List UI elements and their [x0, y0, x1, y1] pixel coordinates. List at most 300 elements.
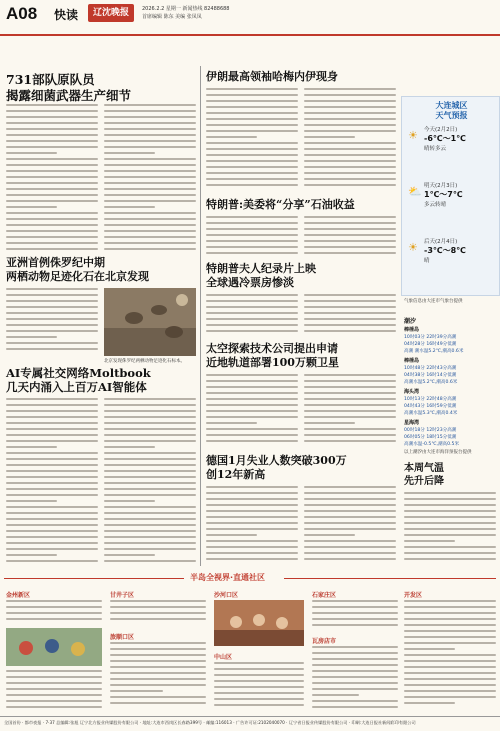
community-band — [0, 572, 500, 586]
text-line — [6, 410, 98, 412]
text-line — [6, 618, 102, 620]
text-line — [6, 116, 98, 118]
text-line — [104, 476, 196, 478]
text-line — [6, 422, 98, 424]
mini-head-7: 瓦房店市 — [312, 638, 337, 645]
text-line — [104, 404, 196, 406]
article-germany-body-col2 — [304, 486, 396, 566]
text-line — [206, 166, 298, 168]
article-documentary-body-col2 — [304, 294, 396, 336]
text-line — [404, 552, 496, 554]
text-line — [304, 558, 396, 560]
text-line — [206, 216, 298, 218]
tide-line: 10时03分 22时39分高潮 — [404, 335, 457, 340]
sun-icon: ☀ — [408, 241, 418, 254]
footprint-photo — [104, 288, 196, 356]
weather-day-3-temp: -3℃～8℃ — [424, 246, 466, 255]
text-line — [206, 294, 298, 296]
article-spacex-body-col2 — [304, 374, 396, 448]
footprint-caption: 北京发现侏罗纪两栖动物足迹化石标本。 — [104, 359, 185, 364]
article-spacex-title-2: 近地轨道部署100万颗卫星 — [206, 356, 339, 369]
text-line — [404, 684, 496, 686]
text-line — [404, 648, 455, 650]
text-line — [104, 434, 196, 436]
text-line — [6, 398, 98, 400]
text-line — [6, 206, 57, 208]
text-line — [404, 624, 496, 626]
text-line — [104, 416, 196, 418]
mini-head-3: 沙河口区 — [214, 592, 239, 599]
text-line — [312, 688, 398, 690]
mini-body-7 — [312, 646, 398, 712]
text-line — [304, 546, 396, 548]
text-line — [6, 224, 98, 226]
text-line — [304, 172, 396, 174]
text-line — [104, 518, 196, 520]
text-line — [206, 486, 298, 488]
text-line — [206, 374, 298, 376]
sun-icon: ☀ — [408, 129, 418, 142]
band-rule-left — [4, 578, 184, 579]
text-line — [312, 600, 398, 602]
text-line — [6, 416, 98, 418]
text-line — [206, 312, 298, 314]
text-line — [6, 104, 98, 106]
cloud-sun-icon: ⛅ — [408, 185, 422, 198]
text-line — [214, 680, 304, 682]
text-line — [6, 110, 98, 112]
text-line — [104, 122, 196, 124]
text-line — [104, 512, 196, 514]
text-line — [304, 428, 396, 430]
article-oil — [206, 198, 396, 212]
article-footprint-body — [6, 288, 98, 358]
text-line — [104, 140, 196, 142]
text-line — [104, 488, 196, 490]
text-line — [304, 166, 396, 168]
text-line — [206, 528, 298, 530]
text-line — [404, 600, 496, 602]
text-line — [6, 348, 98, 350]
tide-line: 高潮水温-0.5℃,潮高0.5米 — [404, 442, 460, 447]
text-line — [104, 398, 196, 400]
text-line — [6, 330, 98, 332]
mini-head-1: 金州新区 — [6, 592, 31, 599]
text-line — [404, 654, 496, 656]
tide-line: 04时43分 16时59分低潮 — [404, 404, 457, 409]
page-header — [0, 0, 500, 36]
tide-line: 高潮水温5.2℃,潮高0.6米 — [404, 380, 458, 385]
text-line — [304, 392, 396, 394]
article-moltbook-title-1: AI专属社交网络Moltbook — [6, 366, 151, 380]
text-line — [6, 188, 98, 190]
text-line — [214, 686, 304, 688]
text-line — [6, 342, 98, 344]
mini-photo-1 — [6, 628, 102, 666]
text-line — [110, 696, 206, 698]
text-line — [206, 492, 298, 494]
weather-title — [402, 101, 500, 121]
mini-body-1 — [6, 600, 102, 624]
article-germany-body-col1 — [206, 486, 298, 566]
text-line — [104, 182, 196, 184]
text-line — [6, 200, 98, 202]
date-line: 2026.2.2 星期一 新闻热线 82488688 — [142, 6, 230, 12]
article-oil-body-col2 — [304, 216, 396, 260]
text-line — [312, 618, 398, 620]
text-line — [104, 236, 196, 238]
text-line — [6, 146, 98, 148]
text-line — [104, 494, 196, 496]
article-iran — [206, 70, 396, 84]
text-line — [312, 612, 398, 614]
community-band-title: 半岛全视界·直通社区 — [190, 573, 266, 582]
tide-place-1: 棒棰岛 — [404, 327, 420, 333]
text-line — [104, 200, 196, 202]
text-line — [304, 222, 396, 224]
text-line — [206, 380, 298, 382]
text-line — [312, 706, 398, 708]
page-footer: 全国首份 · 都市夜报 · 7·37 总编辑:张旭 辽宁北方报业传媒股份有限公司 · 地址:大连市西岗区长春路399号 · 邮编:116013 · 广告许可证:2102040070 · 辽宁省日报业传媒股份有限公司 · 印刷:大连日报社新闻彩印有限公司 — [0, 716, 500, 731]
mini-head-5: 中山区 — [214, 654, 233, 661]
weather-box — [401, 96, 500, 296]
weather-day-2 — [408, 181, 496, 229]
text-line — [206, 510, 298, 512]
text-line — [206, 306, 298, 308]
text-line — [206, 498, 298, 500]
text-line — [104, 146, 196, 148]
text-line — [304, 100, 396, 102]
text-line — [6, 518, 98, 520]
text-line — [404, 504, 496, 506]
tide-place-4: 星海湾 — [404, 420, 420, 426]
text-line — [6, 694, 102, 696]
text-line — [304, 148, 396, 150]
text-line — [110, 600, 206, 602]
text-line — [104, 110, 196, 112]
text-line — [104, 446, 155, 448]
text-line — [404, 612, 496, 614]
text-line — [206, 422, 257, 424]
text-line — [206, 88, 298, 90]
text-line — [404, 528, 496, 530]
text-line — [404, 558, 496, 560]
text-line — [312, 682, 398, 684]
text-line — [206, 552, 298, 554]
article-731-title-1: 731部队原队员 — [6, 72, 95, 87]
band-rule-right — [284, 578, 496, 579]
text-line — [104, 464, 196, 466]
text-line — [206, 534, 257, 536]
text-line — [404, 516, 496, 518]
text-line — [304, 504, 396, 506]
text-line — [206, 540, 298, 542]
text-line — [304, 312, 396, 314]
text-line — [206, 522, 298, 524]
text-line — [104, 188, 196, 190]
text-line — [104, 206, 155, 208]
text-line — [104, 542, 196, 544]
text-line — [104, 428, 196, 430]
week-temp-body — [404, 492, 496, 568]
text-line — [6, 494, 98, 496]
article-germany-title-2: 创12年新高 — [206, 468, 266, 481]
text-line — [6, 134, 98, 136]
text-line — [404, 666, 496, 668]
tide-line: 高潮 潮水温5.2℃,潮高0.6米 — [404, 349, 464, 354]
article-731-body-col1 — [6, 104, 98, 256]
text-line — [6, 158, 98, 160]
text-line — [304, 324, 396, 326]
text-line — [206, 416, 298, 418]
text-line — [206, 558, 298, 560]
text-line — [6, 434, 98, 436]
text-line — [6, 324, 98, 326]
text-line — [304, 398, 396, 400]
text-line — [104, 104, 196, 106]
text-line — [404, 510, 496, 512]
text-line — [206, 234, 298, 236]
article-spacex — [206, 342, 396, 370]
text-line — [206, 434, 298, 436]
footprint-photo-image — [104, 288, 196, 356]
text-line — [404, 636, 496, 638]
text-line — [6, 212, 98, 214]
text-line — [6, 440, 98, 442]
text-line — [304, 228, 396, 230]
text-line — [110, 606, 206, 608]
tide-place-2: 棒棰岛 — [404, 358, 420, 364]
article-moltbook-title-2: 几天内涌入上百万AI智能体 — [6, 380, 147, 394]
text-line — [304, 178, 396, 180]
text-line — [110, 684, 206, 686]
article-spacex-title-1: 太空探索技术公司提出申请 — [206, 342, 338, 355]
weather-day-1-date: 今天(2月2日) — [424, 127, 458, 133]
text-line — [104, 500, 155, 502]
text-line — [404, 522, 496, 524]
text-line — [206, 228, 298, 230]
text-line — [304, 94, 396, 96]
text-line — [6, 182, 98, 184]
text-line — [6, 482, 98, 484]
text-line — [6, 554, 57, 556]
text-line — [206, 324, 298, 326]
text-line — [110, 660, 206, 662]
text-line — [104, 530, 196, 532]
tide-line: 04时28分 16时49分低潮 — [404, 342, 457, 347]
text-line — [206, 516, 298, 518]
text-line — [110, 612, 206, 614]
article-731-title-2: 揭露细菌武器生产细节 — [6, 88, 132, 103]
text-line — [404, 642, 496, 644]
text-line — [6, 194, 98, 196]
text-line — [6, 318, 98, 320]
weather-day-1-desc: 晴转多云 — [424, 146, 447, 152]
text-line — [304, 234, 396, 236]
text-line — [6, 218, 98, 220]
tide-line: 04时38分 16时14分低潮 — [404, 373, 457, 378]
mini-body-1b — [6, 670, 102, 712]
masthead-info — [142, 5, 229, 21]
text-line — [304, 160, 396, 162]
text-line — [206, 100, 298, 102]
mini-photo-3-image — [214, 600, 304, 646]
text-line — [6, 506, 98, 508]
text-line — [304, 528, 396, 530]
text-line — [110, 648, 206, 650]
text-line — [6, 470, 98, 472]
text-line — [206, 318, 298, 320]
text-line — [104, 560, 196, 562]
weather-title-line-1: 大连城区 — [435, 101, 468, 110]
text-line — [206, 546, 298, 548]
text-line — [6, 336, 57, 338]
text-line — [304, 252, 396, 254]
text-line — [304, 216, 396, 218]
text-line — [6, 706, 102, 708]
text-line — [6, 152, 57, 154]
text-line — [304, 106, 396, 108]
text-line — [206, 160, 298, 162]
text-line — [404, 492, 496, 494]
text-line — [304, 88, 396, 90]
article-footprint-title-2: 两栖动物足迹化石在北京发现 — [6, 270, 149, 283]
text-line — [6, 176, 98, 178]
article-moltbook-body-col2 — [104, 398, 196, 568]
weather-source: 气象信息由大连市气象台提供 — [404, 299, 463, 304]
text-line — [304, 498, 396, 500]
mini-body-4 — [312, 600, 398, 630]
text-line — [206, 136, 257, 138]
text-line — [404, 498, 496, 500]
tide-line: 10时48分 22时43分高潮 — [404, 366, 457, 371]
article-germany-title-1: 德国1月失业人数突破300万 — [206, 454, 347, 467]
text-line — [312, 664, 398, 666]
column-divider — [200, 66, 201, 566]
page-number: A08 — [6, 4, 38, 23]
text-line — [214, 668, 304, 670]
text-line — [304, 118, 396, 120]
text-line — [304, 294, 396, 296]
text-line — [206, 300, 298, 302]
text-line — [6, 560, 98, 562]
text-line — [206, 386, 298, 388]
text-line — [6, 530, 98, 532]
text-line — [206, 440, 298, 442]
text-line — [104, 536, 196, 538]
text-line — [104, 482, 196, 484]
article-oil-title: 特朗普:美委将“分享”石油收益 — [206, 198, 355, 211]
text-line — [206, 106, 298, 108]
text-line — [404, 534, 496, 536]
weather-day-2-desc: 多云转晴 — [424, 202, 447, 208]
article-spacex-body-col1 — [206, 374, 298, 448]
text-line — [6, 606, 102, 608]
text-line — [312, 670, 398, 672]
text-line — [304, 440, 396, 442]
article-footprint-title-1: 亚洲首例侏罗纪中期 — [6, 256, 105, 269]
text-line — [110, 642, 206, 644]
tide-title: 潮汐 — [404, 318, 417, 325]
text-line — [404, 618, 496, 620]
text-line — [6, 236, 98, 238]
text-line — [304, 330, 396, 332]
text-line — [304, 300, 396, 302]
text-line — [304, 306, 396, 308]
text-line — [104, 224, 196, 226]
text-line — [404, 678, 496, 680]
text-line — [206, 246, 298, 248]
text-line — [404, 690, 496, 692]
text-line — [206, 178, 298, 180]
text-line — [6, 682, 102, 684]
text-line — [206, 172, 298, 174]
text-line — [304, 416, 396, 418]
text-line — [104, 470, 196, 472]
text-line — [6, 464, 98, 466]
text-line — [304, 516, 396, 518]
text-line — [6, 512, 98, 514]
text-line — [104, 452, 196, 454]
text-line — [404, 696, 496, 698]
text-line — [206, 124, 298, 126]
text-line — [304, 540, 396, 542]
text-line — [6, 428, 98, 430]
mini-body-2 — [110, 600, 206, 626]
text-line — [304, 522, 396, 524]
text-line — [404, 702, 455, 704]
mini-photo-1-image — [6, 628, 102, 666]
text-line — [206, 148, 298, 150]
text-line — [206, 154, 298, 156]
text-line — [6, 476, 98, 478]
text-line — [206, 130, 298, 132]
article-moltbook-body-col1 — [6, 398, 98, 568]
text-line — [206, 94, 298, 96]
text-line — [206, 118, 298, 120]
text-line — [312, 700, 398, 702]
text-line — [206, 112, 298, 114]
text-line — [304, 184, 396, 186]
text-line — [304, 434, 396, 436]
text-line — [6, 248, 98, 250]
text-line — [6, 164, 98, 166]
article-documentary — [206, 262, 396, 290]
text-line — [104, 506, 196, 508]
text-line — [6, 230, 98, 232]
mini-body-6 — [110, 642, 206, 712]
text-line — [312, 676, 398, 678]
text-line — [304, 552, 396, 554]
text-line — [304, 124, 396, 126]
mini-head-2: 甘井子区 — [110, 592, 135, 599]
article-731 — [6, 72, 194, 104]
text-line — [304, 534, 355, 536]
text-line — [6, 600, 102, 602]
text-line — [6, 404, 98, 406]
text-line — [214, 692, 304, 694]
text-line — [6, 542, 98, 544]
text-line — [206, 240, 298, 242]
text-line — [110, 702, 206, 704]
week-temp-title-2: 先升后降 — [404, 476, 444, 487]
article-iran-body-col2 — [304, 88, 396, 192]
article-documentary-title-2: 全球遇冷票房惨淡 — [206, 276, 294, 289]
text-line — [404, 672, 496, 674]
text-line — [104, 554, 155, 556]
mini-body-8 — [404, 600, 496, 712]
text-line — [404, 630, 496, 632]
